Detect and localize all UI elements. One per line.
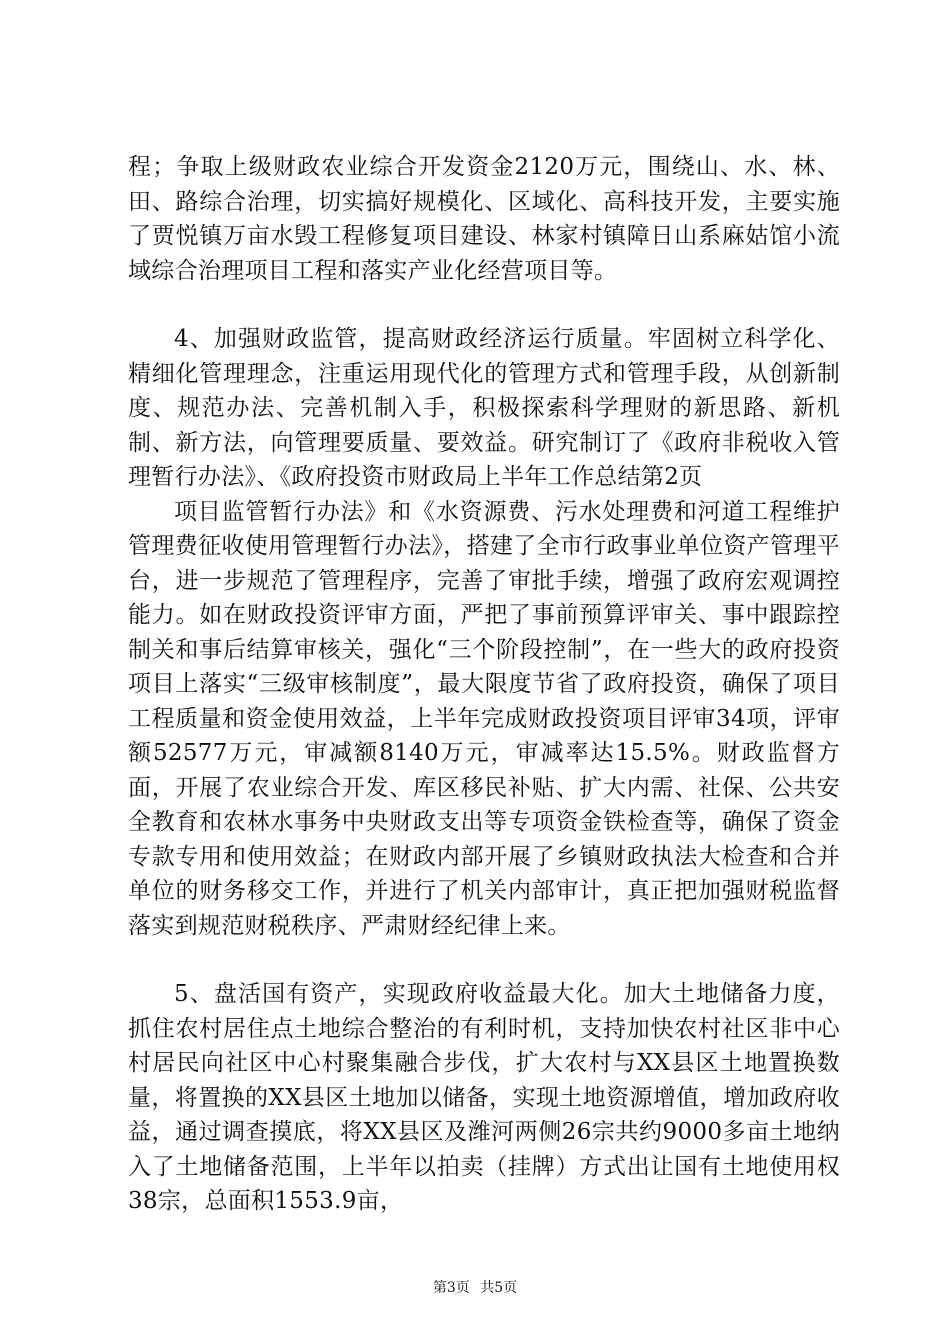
page-total: 共5页 [480,1280,518,1296]
paragraph-gap [128,943,840,977]
document-body [128,150,840,1219]
page-footer [0,1277,950,1297]
paragraph-item-4: 4、加强财政监管，提高财政经济运行质量。牢固树立科学化、精细化管理理念，注重运用现代化的管理方式和管理手段，从创新制度、规范办法、完善机制入手，积极探索科学理财的新思路、新机制、新方法，向管理要质量、要效益。研究制订了《政府非税收入管理暂行办法》、《政府投资市财政局上半年工作总结第2页 [128,326,840,490]
paragraph-continuation: 程；争取上级财政农业综合开发资金2120万元，围绕山、水、林、田、路综合治理，切实搞好规模化、区域化、高科技开发，主要实施了贾悦镇万亩水毁工程修复项目建设、林家村镇障日山系麻姑馆小流域综合治理项目工程和落实产业化经营项目等。 [128,154,840,284]
paragraph-gap [128,288,840,322]
paragraph-item-4-continued: 项目监管暂行办法》和《水资源费、污水处理费和河道工程维护管理费征收使用管理暂行办法》，搭建了全市行政事业单位资产管理平台，进一步规范了管理程序，完善了审批手续，增强了政府宏观调控能力。如在财政投资评审方面，严把了事前预算评审关、事中跟踪控制关和事后结算审核关，强化“三个阶段控制”，在一些大的政府投资项目上落实“三级审核制度”，最大限度节省了政府投资，确保了项目工程质量和资金使用效益，上半年完成财政投资项目评审34项，评审额52577万元，审减额8140万元，审减率达15.5%。财政监督方面，开展了农业综合开发、库区移民补贴、扩大内需、社保、公共安全教育和农林水事务中央财政支出等专项资金铁检查等，确保了资金专款专用和使用效益；在财政内部开展了乡镇财政执法大检查和合并单位的财务移交工作，并进行了机关内部审计，真正把加强财税监督落实到规范财税秩序、严肃财经纪律上来。 [128,498,840,939]
paragraph-item-5: 5、盘活国有资产，实现政府收益最大化。加大土地储备力度，抓住农村居住点土地综合整治的有利时机，支持加快农村社区非中心村居民向社区中心村聚集融合步伐，扩大农村与XX县区土地置换数量，将置换的XX县区土地加以储备，实现土地资源增值，增加政府收益，通过调查摸底，将XX县区及潍河两侧26宗共约9000多亩土地纳入了土地储备范围，上半年以拍卖（挂牌）方式出让国有土地使用权38宗，总面积1553.9亩， [128,981,840,1214]
page-number: 第3页 [432,1280,470,1296]
